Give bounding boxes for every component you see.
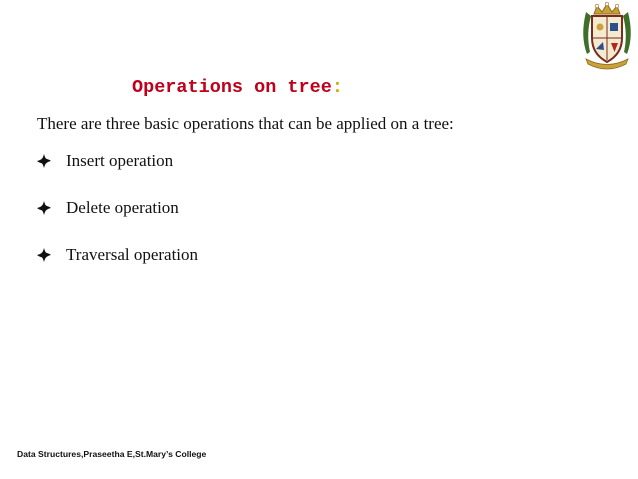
slide-title-text: Operations on tree — [132, 77, 332, 98]
list-item-label: Traversal operation — [66, 245, 199, 264]
slide-title-colon: : — [331, 77, 343, 98]
list-item — [37, 151, 198, 171]
list-item-label: Insert operation — [66, 151, 174, 170]
college-crest-icon — [578, 2, 636, 72]
intro-text: There are three basic operations that can be applied on a tree: — [37, 114, 454, 133]
slide-title — [132, 77, 343, 99]
operations-list — [37, 151, 198, 292]
list-item — [37, 245, 198, 265]
diamond-bullet-icon — [37, 154, 51, 168]
list-item-label: Delete operation — [66, 198, 179, 217]
diamond-bullet-icon — [37, 248, 51, 262]
footer-text: Data Structures,Praseetha E,St.Mary’s College — [17, 449, 207, 459]
diamond-bullet-icon — [37, 201, 51, 215]
list-item — [37, 198, 198, 218]
